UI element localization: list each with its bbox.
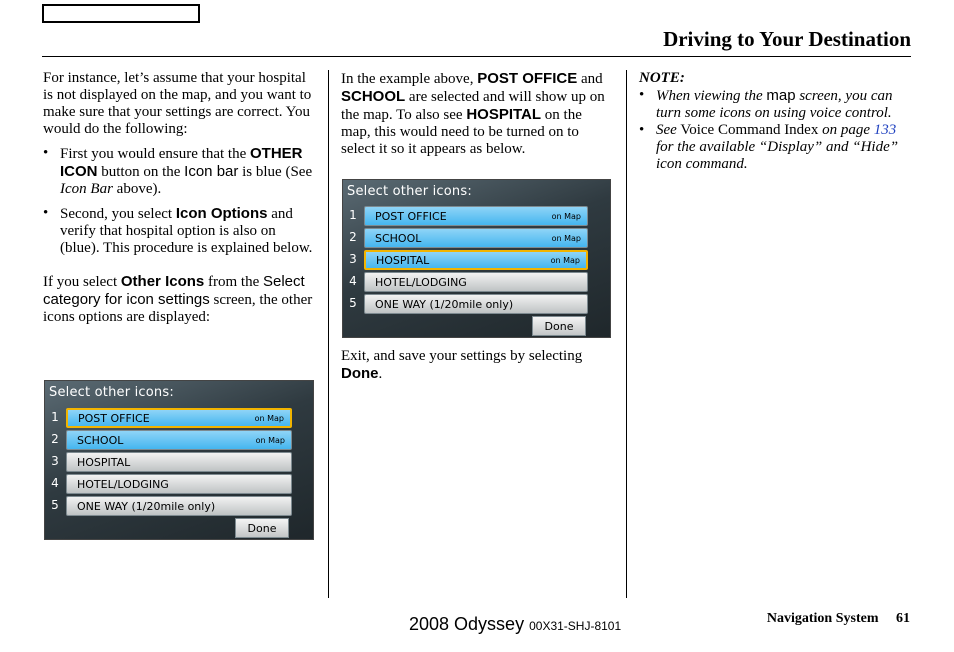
column-divider (328, 70, 329, 598)
intro-paragraph: For instance, let’s assume that your hospital is not displayed on the map, and you want to make sure that your settings are correct. You would do the following: (43, 70, 312, 137)
icon-row: 3 HOSPITAL (49, 452, 311, 473)
icon-row: 3 HOSPITAL on Map (347, 250, 609, 271)
option-school[interactable]: SCHOOL on Map (66, 430, 292, 450)
icon-row: 4 HOTEL/LODGING (49, 474, 311, 495)
column-right (639, 70, 901, 173)
icon-row: 4 HOTEL/LODGING (347, 272, 609, 293)
icon-row: 5 ONE WAY (1/20mile only) (49, 496, 311, 517)
note-bullet-second: • See Voice Command Index on page 133 for the available “Display” and “Hide” icon command. (639, 122, 899, 172)
option-one-way[interactable]: ONE WAY (1/20mile only) (364, 294, 588, 314)
option-hotel-lodging[interactable]: HOTEL/LODGING (364, 272, 588, 292)
icon-row: 1 POST OFFICE on Map (49, 408, 311, 429)
done-label: Done (341, 365, 379, 382)
option-post-office[interactable]: POST OFFICE on Map (364, 206, 588, 226)
page-number: 61 (896, 611, 910, 626)
note-heading: NOTE: (639, 70, 685, 86)
header-rule (42, 56, 911, 57)
icon-options-label: Icon Options (175, 205, 268, 222)
exit-paragraph: Exit, and save your settings by selecting Done. (341, 348, 583, 382)
bullet-first: • First you would ensure that the OTHER ICON button on the Icon bar is blue (See Icon Bar above). (43, 145, 313, 197)
page-link[interactable]: 133 (873, 122, 897, 138)
note-bullet-first: • When viewing the map screen, you can turn some icons on using voice control. (639, 87, 893, 121)
bullet-second: • Second, you select Icon Options and verify that hospital option is also on (blue). This procedure is explained below. (43, 205, 313, 256)
option-hotel-lodging[interactable]: HOTEL/LODGING (66, 474, 292, 494)
screen-header: Select other icons: (49, 385, 174, 400)
footer-section: Navigation System 61 (766, 611, 910, 626)
page-title: Driving to Your Destination (663, 27, 911, 51)
icon-row: 5 ONE WAY (1/20mile only) (347, 294, 609, 315)
footer-doc-id: 2008 Odyssey 00X31-SHJ-8101 (409, 614, 622, 634)
option-hospital[interactable]: HOSPITAL on Map (364, 250, 588, 270)
other-icon-label: OTHER ICON (60, 145, 303, 180)
screenshot-other-icons-after (342, 179, 611, 338)
screen-header: Select other icons: (347, 184, 472, 199)
screenshot-other-icons-before (44, 380, 314, 540)
other-icons-paragraph: If you select Other Icons from the Select category for icon settings screen, the other icons options are displayed: (43, 273, 313, 325)
done-button[interactable]: Done (235, 518, 289, 538)
icon-row: 1 POST OFFICE on Map (347, 206, 609, 227)
option-school[interactable]: SCHOOL on Map (364, 228, 588, 248)
column-middle (341, 70, 613, 158)
done-button[interactable]: Done (532, 316, 586, 336)
icon-row: 2 SCHOOL on Map (49, 430, 311, 451)
option-post-office[interactable]: POST OFFICE on Map (66, 408, 292, 428)
icon-row: 2 SCHOOL on Map (347, 228, 609, 249)
option-one-way[interactable]: ONE WAY (1/20mile only) (66, 496, 292, 516)
option-hospital[interactable]: HOSPITAL (66, 452, 292, 472)
column-divider (626, 70, 627, 598)
column-left (43, 70, 315, 326)
header-tab-box (42, 4, 200, 23)
example-paragraph: In the example above, POST OFFICE and SCHOOL are selected and will show up on the map. To also see HOSPITAL on the map, this would need to be turned on to select it so it appears as below. (341, 70, 605, 157)
